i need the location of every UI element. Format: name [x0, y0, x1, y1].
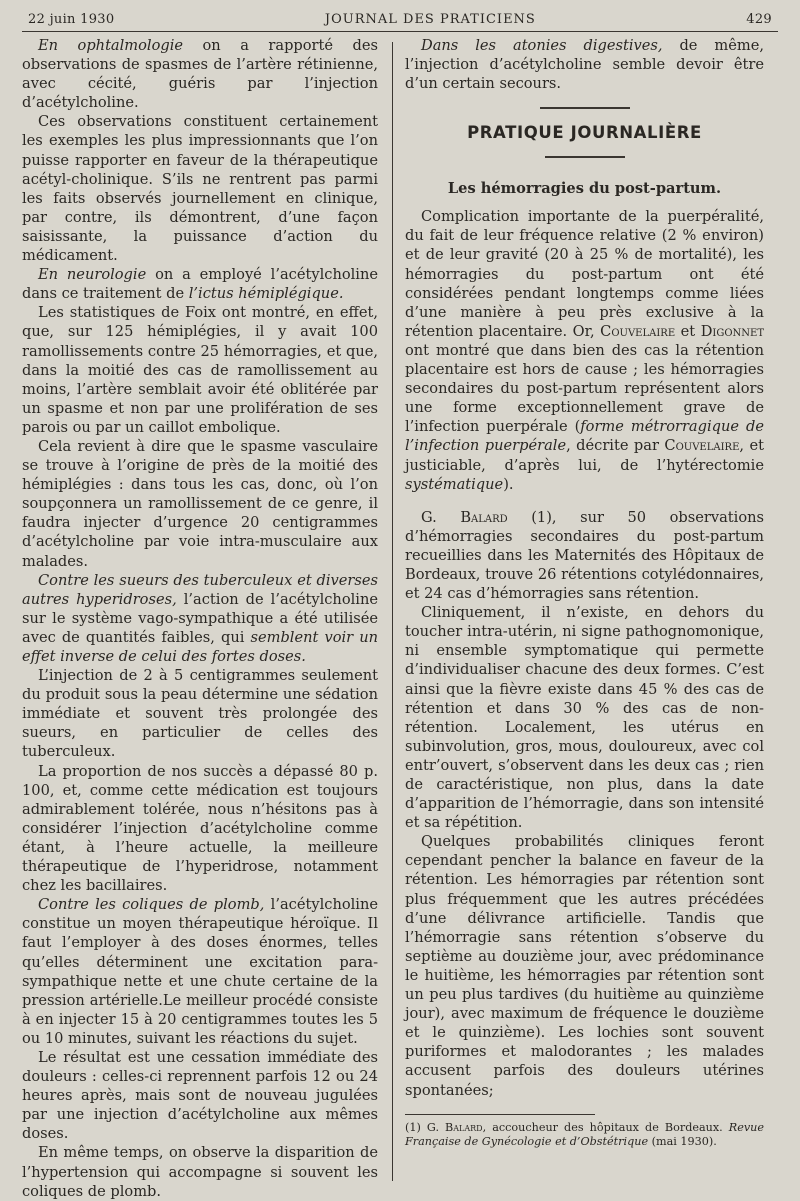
footnote	[405, 1121, 764, 1149]
author-name: G. Balard	[421, 508, 508, 526]
paragraph-atonies	[405, 36, 764, 93]
paragraph-spasme: Cela revient à dire que le spasme vasculaire se trouve à l’origine de près de la moitié des hémiplégies : dans tous les cas, donc, où l’on soupçonnera un ramollissement de ce genre, il faudra injecter d’urgence 20 centigrammes d’acétylcholine par voie intra-musculaire aux malades.	[22, 437, 378, 570]
column-divider	[392, 42, 393, 1181]
two-column-body	[22, 36, 778, 1201]
italic-term: l’ictus hémiplégique.	[188, 285, 344, 303]
author-name: Couvelaire	[600, 322, 676, 340]
journal-name: Revue Française de Gynécologie et d’Obstétrique	[405, 1120, 764, 1148]
section-title: PRATIQUE JOURNALIÈRE	[467, 123, 702, 143]
paragraph-text: , et justiciable, d’après lui, de l’hytérectomie	[405, 437, 764, 474]
paragraph-ophtalmologie	[22, 36, 378, 112]
paragraph-probabilites: Quelques probabilités cliniques feront cependant pencher la balance en faveur de la rétention. Les hémorragies par rétention sont plus fréquemment que les autres précédées d’une délivrance artificielle. Tandis que l’hémorragie sans rétention s’observe du septième au douzième jour, avec prédominance le huitième, les hémorragies par rétention sont un peu plus tardives (du huitième au quinzième jour), avec maximum de fréquence le douzième et le quinzième). Les lochies sont souvent puriformes et malodorantes ; les malades accusent parfois des douleurs utérines spontanées;	[405, 833, 764, 1099]
italic-lead: Contre les coliques de plomb,	[38, 896, 265, 914]
italic-lead: En ophtalmologie	[38, 37, 184, 54]
author-name: Couvelaire	[664, 437, 740, 455]
paragraph-resultat: Le résultat est une cessation immédiate des douleurs : celles-ci reprennent parfois 12 ou 24 heures après, mais sont de nouveau jugulées par une injection d’acétylcholine aux mêmes doses.	[22, 1048, 378, 1143]
section-separator-rule	[540, 107, 630, 109]
paragraph-statistiques: Les statistiques de Foix ont montré, en effet, que, sur 125 hémiplégies, il y avait 100 ramollissements contre 25 hémorragies, et que, dans la moitié des cas de ramollissement au moins, l’artère semblait avoir été oblitérée par un spasme et non par une prolifération de ses parois ou par un caillot embolique.	[22, 304, 378, 436]
paragraph-injection: L’injection de 2 à 5 centigrammes seulement du produit sous la peau détermine une sédation immédiate et souvent très prolongée des sueurs, en particulier de celles des tuberculeux.	[22, 667, 378, 761]
author-name: G. Balard	[426, 1120, 483, 1134]
footnote-number: (1)	[405, 1120, 427, 1134]
paragraph-observations: Ces observations constituent certainement les exemples les plus impressionnants que l’on puisse rapporter en faveur de la thérapeutique acétyl-cholinique. S’ils ne rentrent pas parmi les faits observés journellement en clinique, par contre, ils démontrent, d’une façon saisissante, la puissance d’action du médicament.	[22, 113, 378, 265]
paragraph-neurologie	[22, 265, 378, 303]
header-page-number: 429	[746, 12, 772, 27]
left-column	[22, 36, 384, 1201]
header-journal-title: JOURNAL DES PRATICIENS	[324, 12, 536, 27]
running-header	[22, 12, 778, 31]
paragraph-balard	[405, 508, 764, 603]
paragraph-text: (1), sur 50 observations d’hémorragies secondaires du post-partum recueillies dans les Maternités des Hôpitaux de Bordeaux, trouve 26 rétentions cotylédonnaires, et 24 cas d’hémorragies sans rétention.	[405, 508, 764, 603]
footnote-text: (mai 1930).	[648, 1134, 717, 1148]
paragraph-text: et	[675, 322, 701, 340]
paragraph-text: ont montré que dans bien des cas la rétention placentaire est hors de cause ; les hémorragies secondaires du post-partum représentent alors une forme exceptionnellement grave de l’infection puerpérale (	[405, 341, 764, 436]
italic-lead: Dans les atonies digestives,	[421, 37, 663, 54]
paragraph-text: de même, l’injection d’acétylcholine semble devoir être d’un certain secours.	[405, 37, 764, 93]
paragraph-text: ).	[503, 475, 514, 493]
italic-term: systématique	[405, 475, 504, 493]
italic-term: forme métrorragique de l’infection puerpérale	[405, 418, 764, 455]
header-rule	[22, 31, 778, 32]
right-column	[401, 36, 764, 1201]
author-name: Digonnet	[700, 322, 764, 340]
paragraph-proportion: La proportion de nos succès a dépassé 80 p. 100, et, comme cette médication est toujours admirablement tolérée, nous n’hésitons pas à considérer l’injection d’acétylcholine comme étant, à l’heure actuelle, la meilleure thérapeutique de l’hyperidrose, notamment chez les bacillaires.	[22, 762, 378, 895]
paragraph-sueurs	[22, 571, 378, 666]
paragraph-gap	[405, 494, 764, 508]
paragraph-text: Complication importante de la puerpéralité, du fait de leur fréquence relative (2 % environ) et de leur gravité (20 à 25 % de mortalité), les hémorragies du post-partum ont été considérées pendant longtemps comme liées d’une manière à peu près exclusive à la rétention placentaire. Or,	[405, 208, 764, 340]
footnote-rule	[405, 1114, 595, 1115]
italic-lead: Contre les sueurs des tuberculeux et diverses autres hyperidroses,	[22, 571, 378, 608]
paragraph-cliniquement: Cliniquement, il n’existe, en dehors du toucher intra-utérin, ni signe pathognomonique, ni ensemble symptomatique qui permette d’individualiser chacune des deux formes. C’est ainsi que la fièvre existe dans 45 % des cas de rétention et dans 30 % des cas de non-rétention. Localement, les utérus en subinvolution, gros, mous, douloureux, avec col entr’ouvert, s’observent dans les deux cas ; rien de caractéristique, non plus, dans la date d’apparition de l’hémorragie, dans son intensité et sa répétition.	[405, 604, 764, 832]
section-title-underline	[545, 156, 625, 158]
paragraph-text: , décrite par	[566, 437, 665, 455]
header-date: 22 juin 1930	[28, 12, 115, 27]
footnote-text: , accoucheur des hôpitaux de Bordeaux.	[482, 1120, 729, 1134]
paragraph-complication	[405, 207, 764, 493]
italic-term: semblent voir un effet inverse de celui des fortes doses.	[22, 628, 379, 665]
paragraph-text: l’acétylcholine constitue un moyen thérapeutique héroïque. Il faut l’employer à des doses énormes, telles qu’elles déterminent une excitation para-sympathique nette et une chute certaine de la pression artérielle.Le meilleur procédé consiste à en injecter 15 à 20 centigrammes toutes les 5 ou 10 minutes, suivant les réactions du sujet.	[22, 896, 379, 1047]
italic-lead: En neurologie	[38, 266, 147, 284]
paragraph-text: on a rapporté des observations de spasmes de l’artère rétinienne, avec cécité, guéris par l’injection d’acétylcholine.	[22, 37, 378, 112]
paragraph-text: l’action de l’acétylcholine sur le système vago-sympathique a été utilisée avec de quantités faibles, qui	[22, 590, 378, 646]
paragraph-text: on a employé l’acétylcholine dans ce traitement de	[22, 266, 378, 303]
article-title: Les hémorragies du post-partum.	[447, 180, 722, 198]
paragraph-hypertension: En même temps, on observe la disparition de l’hypertension qui accompagne si souvent les coliques de plomb.	[22, 1144, 378, 1200]
paragraph-coliques	[22, 895, 378, 1048]
